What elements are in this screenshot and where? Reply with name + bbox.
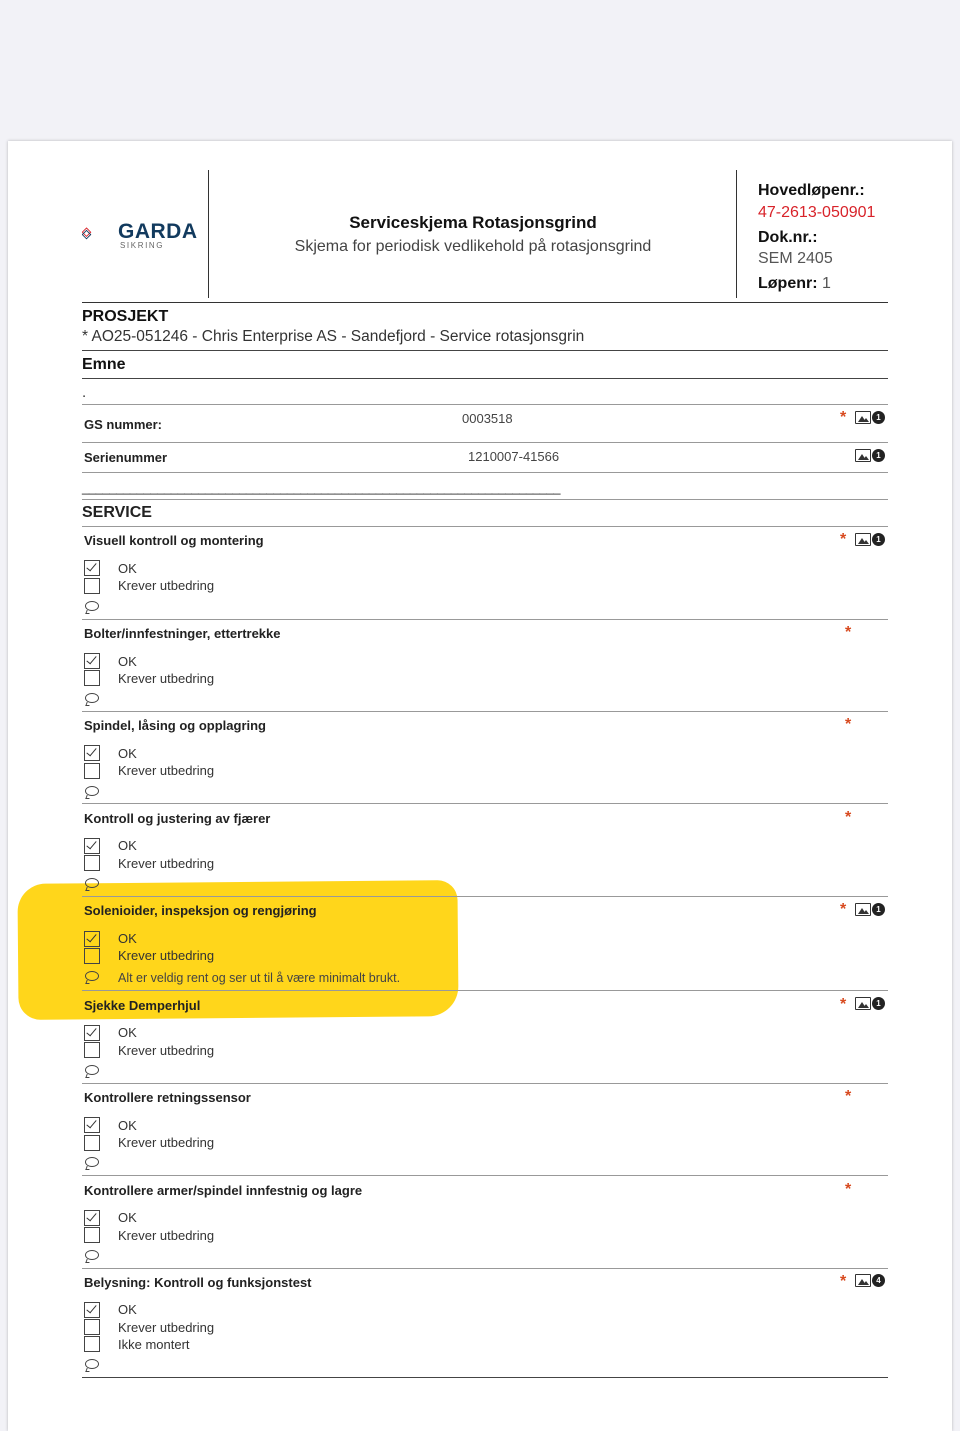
image-icon[interactable] <box>855 997 871 1010</box>
required-asterisk: * <box>845 1088 852 1105</box>
hovedlopenr-value: 47-2613-050901 <box>758 204 876 221</box>
service-item-title: Visuell kontroll og montering <box>84 533 264 548</box>
checkbox-ok[interactable] <box>84 838 100 854</box>
serienummer-label: Serienummer <box>84 450 168 465</box>
checkbox-ok[interactable] <box>84 931 100 947</box>
checkbox-ok[interactable] <box>84 1117 100 1133</box>
rule <box>82 990 888 991</box>
rule <box>82 619 888 620</box>
image-icon[interactable] <box>855 903 871 916</box>
checkbox-ok[interactable] <box>84 1210 100 1226</box>
rule <box>82 499 888 500</box>
rule <box>82 896 888 897</box>
image-count-badge: 4 <box>872 1274 885 1287</box>
form-title: Serviceskjema Rotasjonsgrind <box>349 213 597 232</box>
option-label: OK <box>118 1118 137 1133</box>
required-asterisk: * <box>845 716 852 733</box>
hovedlopenr-label: Hovedløpenr.: <box>758 182 865 199</box>
option-label: OK <box>118 561 137 576</box>
comment-icon[interactable] <box>85 786 99 796</box>
option-label: OK <box>118 654 137 669</box>
logo-name: GARDA <box>118 220 198 243</box>
emne-value: . <box>82 384 87 401</box>
option-label: OK <box>118 931 137 946</box>
rule <box>82 526 888 527</box>
option-label: OK <box>118 1302 137 1317</box>
checkbox-krever-utbedring[interactable] <box>84 1227 100 1243</box>
checkbox-ikke-montert[interactable] <box>84 1336 100 1352</box>
option-label: Krever utbedring <box>118 1320 215 1335</box>
checkbox-krever-utbedring[interactable] <box>84 948 100 964</box>
checkbox-krever-utbedring[interactable] <box>84 1042 100 1058</box>
rule <box>82 442 888 443</box>
required-asterisk: * <box>845 1181 852 1198</box>
checkbox-ok[interactable] <box>84 1302 100 1318</box>
image-icon[interactable] <box>855 1274 871 1287</box>
image-icon[interactable] <box>855 449 871 462</box>
comment-icon[interactable] <box>85 1065 99 1075</box>
checkbox-krever-utbedring[interactable] <box>84 763 100 779</box>
prosjekt-value: * AO25-051246 - Chris Enterprise AS - Sandefjord - Service rotasjonsgrin <box>82 328 585 345</box>
option-label: Krever utbedring <box>118 578 215 593</box>
comment-icon[interactable] <box>85 971 99 981</box>
rule <box>82 350 888 351</box>
required-asterisk: * <box>840 1273 847 1290</box>
gs-nummer-label: GS nummer: <box>84 417 163 432</box>
comment-icon[interactable] <box>85 1157 99 1167</box>
service-label: SERVICE <box>82 504 152 521</box>
rule <box>82 472 888 473</box>
option-label: Krever utbedring <box>118 671 215 686</box>
required-asterisk: * <box>840 901 847 918</box>
option-label: OK <box>118 1025 137 1040</box>
service-item-title: Belysning: Kontroll og funksjonstest <box>84 1275 312 1290</box>
checkbox-ok[interactable] <box>84 653 100 669</box>
option-label: Krever utbedring <box>118 1228 215 1243</box>
garda-logo-icon <box>82 214 118 254</box>
required-asterisk: * <box>840 409 847 426</box>
comment-text: Alt er veldig rent og ser ut til å være minimalt brukt. <box>118 971 401 985</box>
required-asterisk: * <box>845 624 852 641</box>
option-label: Krever utbedring <box>118 856 215 871</box>
rule <box>82 404 888 405</box>
comment-icon[interactable] <box>85 878 99 888</box>
header-bottom-rule <box>82 302 888 303</box>
option-label: OK <box>118 1210 137 1225</box>
rule <box>82 1268 888 1269</box>
image-icon[interactable] <box>855 533 871 546</box>
option-label: Krever utbedring <box>118 948 215 963</box>
service-item-title: Kontrollere retningssensor <box>84 1090 251 1105</box>
option-label: Krever utbedring <box>118 1043 215 1058</box>
rule <box>82 803 888 804</box>
service-item-title: Spindel, låsing og opplagring <box>84 718 266 733</box>
checkbox-krever-utbedring[interactable] <box>84 670 100 686</box>
rule <box>82 711 888 712</box>
rule <box>82 1175 888 1176</box>
required-asterisk: * <box>840 996 847 1013</box>
service-item-title: Kontrollere armer/spindel innfestnig og lagre <box>84 1183 363 1198</box>
checkbox-krever-utbedring[interactable] <box>84 855 100 871</box>
option-label: OK <box>118 746 137 761</box>
header-divider-right <box>736 170 737 298</box>
logo-subtitle: SIKRING <box>120 241 165 250</box>
prosjekt-label: PROSJEKT <box>82 308 169 325</box>
rule <box>82 1083 888 1084</box>
image-count-badge: 1 <box>872 903 885 916</box>
option-label: Krever utbedring <box>118 1135 215 1150</box>
checkbox-krever-utbedring[interactable] <box>84 1135 100 1151</box>
option-label: OK <box>118 838 137 853</box>
emne-label: Emne <box>82 356 126 373</box>
lopenr-value: 1 <box>822 275 831 292</box>
checkbox-krever-utbedring[interactable] <box>84 1319 100 1335</box>
header-divider-left <box>208 170 209 298</box>
checkbox-ok[interactable] <box>84 1025 100 1041</box>
comment-icon[interactable] <box>85 1359 99 1369</box>
rule <box>82 1377 888 1378</box>
image-count-badge: 1 <box>872 449 885 462</box>
image-icon[interactable] <box>855 411 871 424</box>
image-count-badge: 1 <box>872 533 885 546</box>
comment-icon[interactable] <box>85 693 99 703</box>
gs-nummer-value[interactable]: 0003518 <box>462 411 513 426</box>
image-count-badge: 1 <box>872 997 885 1010</box>
serienummer-value[interactable]: 1210007-41566 <box>468 449 560 464</box>
required-asterisk: * <box>840 531 847 548</box>
service-item-title: Kontroll og justering av fjærer <box>84 811 271 826</box>
form-subtitle: Skjema for periodisk vedlikehold på rotasjonsgrind <box>294 238 652 255</box>
option-label: Krever utbedring <box>118 763 215 778</box>
service-item-title: Bolter/innfestninger, ettertrekke <box>84 626 281 641</box>
checkbox-krever-utbedring[interactable] <box>84 578 100 594</box>
comment-icon[interactable] <box>85 1250 99 1260</box>
rule <box>82 378 888 379</box>
doknr-label: Dok.nr.: <box>758 229 818 246</box>
service-item-title: Sjekke Demperhjul <box>84 998 201 1013</box>
doknr-value: SEM 2405 <box>758 250 833 267</box>
required-asterisk: * <box>845 809 852 826</box>
separator-text: ______________________________________________________________________ <box>82 480 561 495</box>
checkbox-ok[interactable] <box>84 560 100 576</box>
service-item-title: Solenioider, inspeksjon og rengjøring <box>84 903 317 918</box>
comment-icon[interactable] <box>85 601 99 611</box>
checkbox-ok[interactable] <box>84 745 100 761</box>
option-label: Ikke montert <box>118 1337 190 1352</box>
lopenr-label: Løpenr: <box>758 275 818 292</box>
image-count-badge: 1 <box>872 411 885 424</box>
